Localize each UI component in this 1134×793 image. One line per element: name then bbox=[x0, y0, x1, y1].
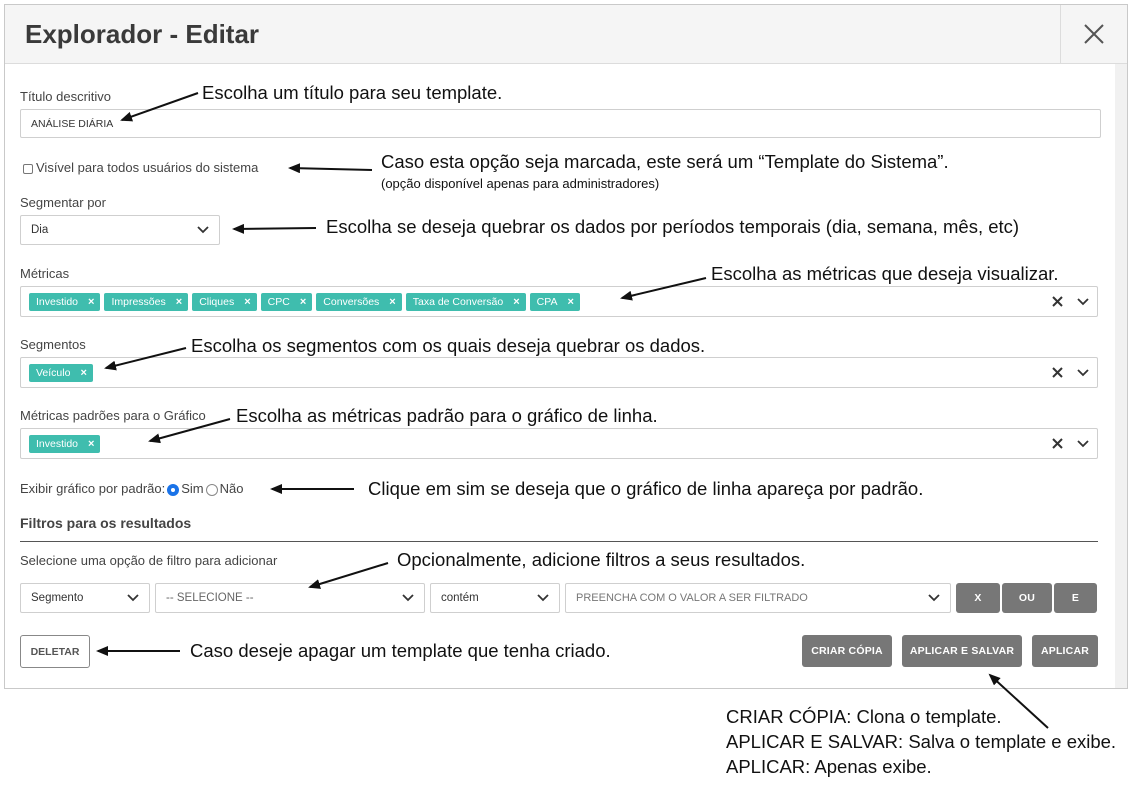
apply-save-button[interactable]: APLICAR E SALVAR bbox=[902, 635, 1022, 667]
filter-option-value: -- SELECIONE -- bbox=[166, 592, 254, 604]
filters-title: Filtros para os resultados bbox=[20, 515, 192, 531]
radio-yes-label[interactable]: Sim bbox=[181, 481, 204, 496]
filter-and-button[interactable]: E bbox=[1054, 583, 1097, 613]
annotation-copy: CRIAR CÓPIA: Clona o template. bbox=[726, 706, 1002, 727]
metrics-label: Métricas bbox=[20, 266, 70, 281]
remove-tag-icon[interactable]: × bbox=[513, 295, 520, 308]
arrow bbox=[622, 278, 706, 298]
annotation-segments: Escolha os segmentos com os quais deseja quebrar os dados. bbox=[191, 335, 706, 356]
segment-tag-label: Veículo bbox=[36, 366, 71, 379]
annotation-filters: Opcionalmente, adicione filtros a seus resultados. bbox=[397, 549, 806, 570]
arrow bbox=[122, 93, 198, 120]
annotation-chart-metrics: Escolha as métricas padrão para o gráfico de linha. bbox=[236, 405, 658, 426]
segment-by-value: Dia bbox=[31, 224, 49, 236]
annotation-visible: Caso esta opção seja marcada, este será um “Template do Sistema”. bbox=[381, 151, 949, 172]
delete-button[interactable]: DELETAR bbox=[20, 635, 90, 668]
remove-tag-icon[interactable]: × bbox=[567, 295, 574, 308]
annotation-apply: APLICAR: Apenas exibe. bbox=[726, 756, 932, 777]
arrow bbox=[150, 419, 230, 441]
remove-tag-icon[interactable]: × bbox=[175, 295, 183, 308]
annotation-visible-note: (opção disponível apenas para administradores) bbox=[381, 176, 660, 191]
remove-tag-icon[interactable]: × bbox=[88, 437, 95, 450]
filter-remove-button[interactable]: X bbox=[956, 583, 1000, 613]
title-label: Título descritivo bbox=[20, 89, 112, 104]
remove-tag-icon[interactable]: × bbox=[88, 295, 95, 308]
remove-tag-icon[interactable]: × bbox=[389, 295, 396, 308]
metric-tag-label: Cliques bbox=[199, 295, 235, 308]
filter-value-placeholder: PREENCHA COM O VALOR A SER FILTRADO bbox=[576, 592, 808, 604]
arrow bbox=[990, 675, 1048, 728]
metric-tag-label: CPC bbox=[267, 295, 290, 308]
metric-tag-label: CPA bbox=[536, 295, 558, 308]
annotation-show-chart: Clique em sim se deseja que o gráfico de linha apareça por padrão. bbox=[368, 478, 924, 499]
filter-hint: Selecione uma opção de filtro para adicionar bbox=[20, 553, 278, 568]
apply-button[interactable]: APLICAR bbox=[1032, 635, 1098, 667]
arrow bbox=[310, 563, 388, 587]
filter-field-value: Segmento bbox=[31, 592, 84, 604]
copy-button[interactable]: CRIAR CÓPIA bbox=[802, 635, 892, 667]
chart-metrics-label: Métricas padrões para o Gráfico bbox=[20, 408, 206, 423]
visible-label: Visível para todos usuários do sistema bbox=[36, 160, 259, 175]
title-input[interactable]: ANÁLISE DIÁRIA bbox=[20, 109, 1101, 138]
remove-tag-icon[interactable]: × bbox=[244, 295, 251, 308]
segments-label: Segmentos bbox=[20, 337, 86, 352]
chart-metric-tag-label: Investido bbox=[36, 437, 79, 450]
annotation-title: Escolha um título para seu template. bbox=[202, 82, 503, 103]
radio-no-label[interactable]: Não bbox=[219, 481, 244, 496]
annotation-apply-save: APLICAR E SALVAR: Salva o template e exibe. bbox=[726, 731, 1117, 752]
modal-title: Explorador - Editar bbox=[25, 19, 260, 49]
annotation-metrics: Escolha as métricas que deseja visualizar. bbox=[711, 263, 1059, 284]
arrow bbox=[234, 228, 316, 229]
filter-operator-value: contém bbox=[441, 592, 479, 604]
remove-tag-icon[interactable]: × bbox=[80, 366, 87, 379]
metric-tag-label: Impressões bbox=[111, 295, 166, 308]
arrow bbox=[106, 348, 186, 368]
show-chart-label: Exibir gráfico por padrão: bbox=[20, 481, 166, 496]
metric-tag-label: Conversões bbox=[323, 295, 380, 308]
metric-tag-label: Investido bbox=[36, 295, 79, 308]
filter-or-button[interactable]: OU bbox=[1002, 583, 1052, 613]
annotation-segment-by: Escolha se deseja quebrar os dados por períodos temporais (dia, semana, mês, etc) bbox=[326, 216, 1020, 237]
metric-tag-label: Taxa de Conversão bbox=[412, 295, 504, 308]
arrow bbox=[290, 168, 372, 170]
annotation-delete: Caso deseje apagar um template que tenha criado. bbox=[190, 640, 611, 661]
segment-by-label: Segmentar por bbox=[20, 195, 106, 210]
remove-tag-icon[interactable]: × bbox=[299, 295, 307, 308]
